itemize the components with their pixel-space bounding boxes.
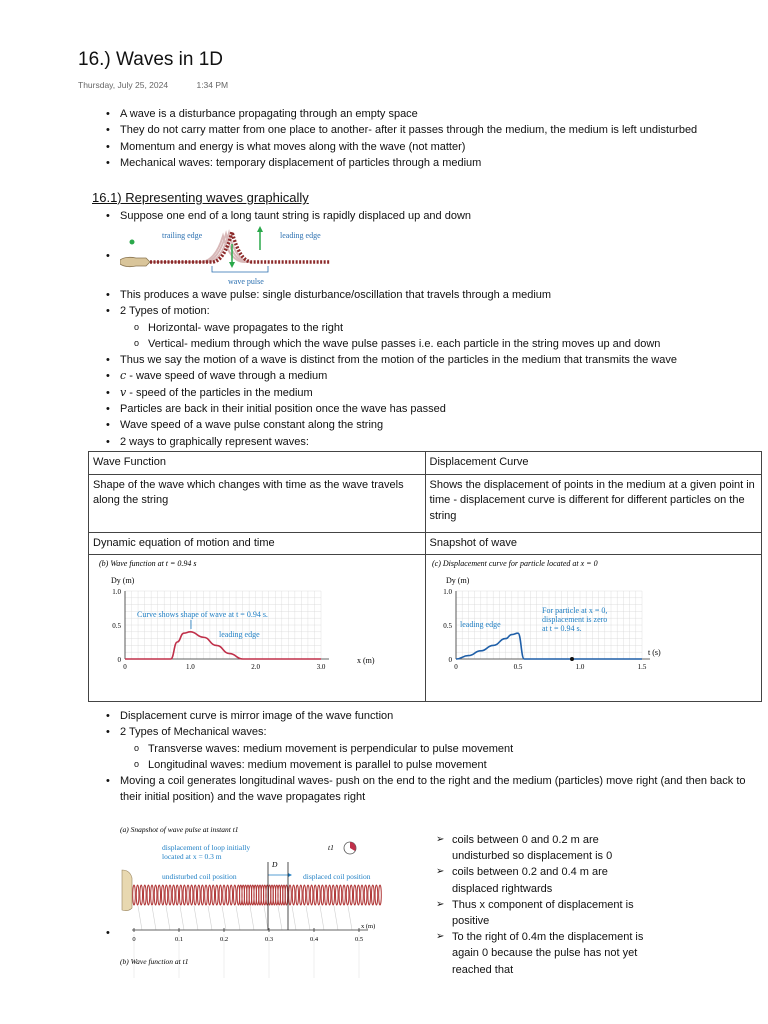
wave-pulse-label: wave pulse (228, 277, 264, 286)
x-tick-label: 0 (453, 663, 458, 671)
after-table-list (106, 708, 766, 806)
coil-caption: (a) Snapshot of wave pulse at instant t1 (120, 825, 239, 834)
list-item (106, 303, 766, 352)
chart-xlabel: t (s) (647, 648, 661, 657)
list-item: • Particles are back in their initial position once the wave has passed (106, 401, 766, 417)
comparison-table (88, 451, 762, 702)
intro-list (106, 106, 766, 171)
coil-caption-b: (b) Wave function at t1 (120, 957, 189, 966)
coil-x-tick: 0.5 (354, 936, 364, 943)
list-item: o Longitudinal waves: medium movement is parallel to pulse movement (134, 757, 766, 773)
t1-label: t1 (328, 843, 334, 852)
section-heading: 16.1) Representing waves graphically (92, 190, 309, 205)
table-cell: Wave Function (89, 452, 426, 475)
x-tick-label: 0.5 (513, 663, 522, 671)
chart-note-1: For particle at x = 0, (541, 606, 607, 615)
types-label: 2 Types of Mechanical waves: (120, 726, 267, 739)
list-item: ➢ Thus x component of displacement is positive (436, 897, 646, 929)
list-item: ➢ coils between 0 and 0.2 m are undisturbed so displacement is 0 (436, 832, 646, 864)
table-cell: Shows the displacement of points in the medium at a given point in time - displacement curve is different for different particles on the string (425, 474, 762, 532)
table-cell: Shape of the wave which changes with time as the wave travels along the string (89, 474, 426, 532)
list-item: • Mechanical waves: temporary displacement of particles through a medium (106, 155, 766, 171)
y-tick-label: 1.0 (442, 588, 452, 596)
string-pulse-figure (120, 222, 340, 288)
chart-title: (b) Wave function at t = 0.94 s (99, 559, 197, 568)
list-item (106, 385, 766, 401)
page-title: 16.) Waves in 1D (78, 49, 224, 70)
table-cell (89, 555, 426, 702)
leading-edge-label: leading edge (280, 231, 321, 240)
list-item: ➢ coils between 0.2 and 0.4 m are displaced rightwards (436, 864, 646, 896)
list-item: • This produces a wave pulse: single disturbance/oscillation that travels through a medium (106, 287, 766, 303)
x-tick-label: 2.0 (251, 663, 261, 671)
coil-x-tick: 0 (132, 936, 136, 943)
wave-function-chart (89, 555, 409, 695)
chart-leading-edge: leading edge (459, 620, 501, 629)
chart-leading-edge: leading edge (219, 630, 260, 639)
loop-label-1: displacement of loop initially (162, 843, 251, 852)
loop-label-2: located at x = 0.3 m (162, 852, 222, 861)
coil-x-tick: 0.3 (264, 936, 274, 943)
hand-icon (120, 257, 150, 266)
list-item: • Wave speed of a wave pulse constant along the string (106, 417, 766, 433)
x-tick-label: 1.5 (637, 663, 646, 671)
list-item: • A wave is a disturbance propagating through an empty space (106, 106, 766, 122)
y-tick-label: 1.0 (112, 588, 121, 596)
page-date: Thursday, July 25, 2024 (78, 80, 169, 90)
list-item: o Horizontal- wave propagates to the right (134, 320, 766, 336)
section-list-2 (106, 287, 766, 450)
chart-annotation: Curve shows shape of wave at t = 0.94 s. (137, 610, 268, 619)
y-tick-label: 0 (117, 656, 121, 664)
coil-x-tick: 0.4 (309, 936, 319, 943)
table-row (89, 452, 762, 475)
v-text: - speed of the particles in the medium (126, 386, 313, 399)
coil-x-tick: 0.2 (219, 936, 229, 943)
v-symbol: v (120, 385, 127, 399)
list-item: o Transverse waves: medium movement is perpendicular to pulse movement (134, 741, 766, 757)
page-meta (78, 80, 254, 90)
list-item: • Momentum and energy is what moves along with the wave (not matter) (106, 139, 766, 155)
hand-icon (122, 870, 132, 911)
table-cell (425, 555, 762, 702)
list-item: • They do not carry matter from one place to another- after it passes through the medium, the medium is left undisturbed (106, 122, 766, 138)
x-tick-label: 1.0 (185, 663, 195, 671)
table-row (89, 532, 762, 555)
undisturbed-label: undisturbed coil position (162, 872, 237, 881)
list-item: • Suppose one end of a long taunt string is rapidly displaced up and down (106, 208, 766, 224)
chart-ylabel: Dy (m) (111, 576, 135, 585)
list-item: ➢ To the right of 0.4m the displacement is again 0 because the pulse has not yet reached that (436, 929, 646, 978)
displaced-label: displaced coil position (303, 872, 371, 881)
d-label: D (272, 860, 278, 869)
x-tick-label: 0 (123, 663, 127, 671)
coil-notes (436, 832, 646, 978)
list-item: • Displacement curve is mirror image of the wave function (106, 708, 766, 724)
x-tick-label: 1.0 (575, 663, 584, 671)
coil-x-tick: 0.1 (174, 936, 184, 943)
chart-xlabel: x (m) (357, 656, 375, 665)
table-cell: Displacement Curve (425, 452, 762, 475)
c-symbol: c (120, 369, 127, 383)
y-tick-label: 0.5 (112, 622, 121, 630)
coil-xlabel: x (m) (361, 923, 376, 930)
page-time: 1:34 PM (196, 80, 229, 90)
list-item: • Moving a coil generates longitudinal waves- push on the end to the right and the medium (particles) move right (and then back to their initial position) and the wave propagates right (106, 773, 766, 806)
dot-icon (130, 240, 135, 245)
list-item (106, 368, 766, 384)
c-text: - wave speed of wave through a medium (126, 370, 328, 383)
y-tick-label: 0.5 (442, 622, 452, 630)
y-tick-label: 0 (448, 656, 452, 664)
types-label: 2 Types of motion: (120, 305, 210, 318)
table-cell: Dynamic equation of motion and time (89, 532, 426, 555)
coil-figure (118, 822, 390, 978)
table-row (89, 474, 762, 532)
x-tick-label: 3.0 (316, 663, 326, 671)
list-item: • 2 ways to graphically represent waves: (106, 434, 766, 450)
chart-note-2: displacement is zero (541, 615, 607, 624)
list-item: • Thus we say the motion of a wave is distinct from the motion of the particles in the medium that transmits the wave (106, 352, 766, 368)
table-row (89, 555, 762, 702)
chart-note-3: at t = 0.94 s. (541, 624, 582, 633)
table-cell: Snapshot of wave (425, 532, 762, 555)
chart-title: (c) Displacement curve for particle located at x = 0 (431, 559, 598, 568)
list-item (106, 724, 766, 773)
list-item: o Vertical- medium through which the wave pulse passes i.e. each particle in the string moves up and down (134, 336, 766, 352)
chart-ylabel: Dy (m) (445, 576, 469, 585)
trailing-edge-label: trailing edge (162, 231, 203, 240)
displacement-curve-chart (426, 555, 746, 695)
